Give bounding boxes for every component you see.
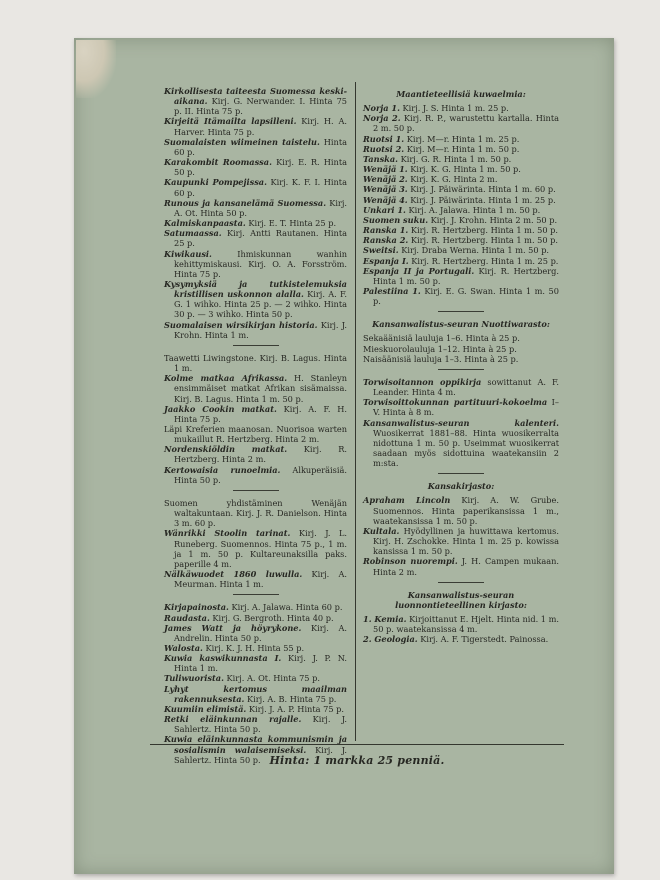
- catalogue-entry: [164, 228, 347, 248]
- catalogue-entry: [164, 353, 347, 373]
- entry-title: Ranska 2.: [363, 235, 409, 246]
- catalogue-entry: [164, 613, 347, 623]
- entry-title: Kirkollisesta taiteesta Suomessa keski-aikana.: [164, 86, 347, 107]
- catalogue-entry: [363, 344, 559, 354]
- entry-details: Ihmiskunnan wanhin kehittymiskausi. Kirj. O. A. Forsström. Hinta 75 p.: [174, 248, 347, 279]
- entry-details: Kirj. A. Ot. Hinta 75 p.: [223, 673, 320, 684]
- cover-price: Hinta: 1 markka 25 penniä.: [269, 754, 445, 767]
- catalogue-entry: [363, 154, 559, 164]
- entry-title: Kiwikausi.: [164, 248, 212, 259]
- entry-title: Retki eläinkunnan rajalle.: [164, 714, 302, 725]
- entry-details: Kirj. K. G. Hinta 2 m.: [407, 174, 498, 185]
- entry-title: Kuwia eläinkunnasta kommunismin ja sosialismin walaisemiseksi.: [164, 734, 347, 755]
- catalogue-entry: [164, 249, 347, 279]
- section-divider: [438, 311, 484, 312]
- catalogue-entry: [164, 137, 347, 157]
- entry-title: Wenäjä 3.: [363, 184, 408, 195]
- entry-title: Suomalaisen wirsikirjan historia.: [164, 319, 318, 330]
- entry-title: Kuwia kaswikunnasta I.: [164, 653, 282, 664]
- entry-details: Kirj. A. Meurman. Hinta 1 m.: [174, 569, 347, 590]
- catalogue-entry: [363, 333, 559, 343]
- catalogue-entry: [164, 528, 347, 569]
- entry-title: Kirjeitä Itämailta lapsilleni.: [164, 116, 297, 127]
- entry-title: Jaakko Cookin matkat.: [164, 403, 277, 414]
- entry-title: Kertowaisia runoelmia.: [164, 464, 281, 475]
- cover-wear-spot: [76, 40, 116, 98]
- entry-details: Hinta 60 p.: [174, 136, 347, 157]
- entry-title: Wänrikki Stoolin tarinat.: [164, 528, 291, 539]
- entry-title: Torwisoittokunnan partituuri-kokoelma: [363, 397, 548, 408]
- entry-details: Kirj. J. Sahlertz. Hinta 50 p.: [174, 744, 347, 765]
- entry-details: Kirj. K. G. Hinta 1 m. 50 p.: [407, 164, 521, 175]
- entry-details: Kirj. J. Päiwärinta. Hinta 1 m. 60 p.: [407, 184, 556, 195]
- entry-details: Kirj. J. Päiwärinta. Hinta 1 m. 25 p.: [407, 194, 556, 205]
- entry-title: Lyhyt kertomus maailman rakennuksesta.: [164, 683, 347, 704]
- catalogue-entry: [363, 215, 559, 225]
- entry-title: Nälkäwuodet 1860 luwulla.: [164, 569, 303, 580]
- entry-details: Kirj. M—r. Hinta 1 m. 25 p.: [404, 133, 520, 144]
- entry-details: Läpi Kreferien maanosan. Nuorisoa warten mukaillut R. Hertzberg. Hinta 2 m.: [164, 424, 347, 445]
- catalogue-entry: [363, 174, 559, 184]
- entry-details: Suomen yhdistäminen Wenäjän waltakuntaan. Kirj. J. R. Danielson. Hinta 3 m. 60 p.: [164, 497, 347, 529]
- entry-details: Mieskuorolauluja 1–12. Hinta à 25 p.: [363, 343, 517, 354]
- catalogue-entry: [164, 86, 347, 116]
- entry-title: Satumaassa.: [164, 228, 222, 239]
- entry-details: Kirj. R. Hertzberg. Hinta 1 m. 50 p.: [408, 225, 559, 236]
- entry-details: H. Stanleyn ensimmäiset matkat Afrikan sisämaissa. Kirj. B. Lagus. Hinta 1 m. 50 p.: [174, 373, 347, 404]
- section-divider: [438, 473, 484, 474]
- catalogue-entry: [164, 444, 347, 464]
- section-divider: [233, 345, 279, 346]
- entry-details: Kirj. J. S. Hinta 1 m. 25 p.: [399, 103, 509, 114]
- entry-details: Kirj. A. F. G. 1 wihko. Hinta 25 p. — 2 wihko. Hinta 30 p. — 3 wihko. Hinta 50 p.: [174, 289, 347, 320]
- entry-details: Kirj. J. Krohn. Hinta 2 m. 50 p.: [428, 214, 558, 225]
- entry-title: 1. Kemia.: [363, 614, 407, 625]
- entry-title: Walosta.: [164, 642, 203, 653]
- entry-title: Tuliwuorista.: [164, 673, 224, 684]
- catalogue-entry: [363, 556, 559, 576]
- catalogue-entry: [363, 354, 559, 364]
- catalogue-entry: [164, 198, 347, 218]
- entry-details: Kirj. A. Jalawa. Hinta 60 p.: [228, 602, 343, 613]
- catalogue-entry: [164, 653, 347, 673]
- entry-details: Kirj. R. Hertzberg. Hinta 1 m. 50 p.: [408, 235, 559, 246]
- catalogue-entry: [363, 235, 559, 245]
- entry-details: Kirj. G. R. Hinta 1 m. 50 p.: [398, 153, 512, 164]
- entry-title: Kalmiskanpaasta.: [164, 218, 246, 229]
- entry-details: Kirj. G. Nerwander. I. Hinta 75 p. II. Hinta 75 p.: [174, 96, 347, 117]
- entry-title: Nordenskiöldin matkat.: [164, 444, 288, 455]
- entry-details: Kirj. A. Ot. Hinta 50 p.: [174, 197, 347, 218]
- section-divider: [438, 582, 484, 583]
- entry-title: Kysymyksiä ja tutkistelemuksia kristillisen uskonnon alalla.: [164, 278, 347, 300]
- catalogue-entry: [164, 714, 347, 734]
- entry-details: Taawetti Liwingstone. Kirj. B. Lagus. Hinta 1 m.: [164, 352, 347, 374]
- catalogue-entry: [363, 397, 559, 417]
- entry-title: Kaupunki Pompejissa.: [164, 177, 267, 188]
- catalogue-entry: [363, 286, 559, 306]
- section-divider: [233, 490, 279, 491]
- entry-title: Sweitsi.: [363, 245, 399, 256]
- catalogue-entry: [363, 495, 559, 525]
- entry-title: Unkari 1.: [363, 204, 406, 215]
- entry-details: J. H. Campen mukaan. Hinta 2 m.: [373, 556, 559, 577]
- catalogue-entry: [164, 569, 347, 589]
- entry-details: Kirj. H. A. Harver. Hinta 75 p.: [174, 116, 347, 137]
- right-catalogue-column: [363, 86, 559, 645]
- entry-title: Apraham Lincoln: [363, 495, 451, 506]
- entry-title: Ranska 1.: [363, 225, 409, 236]
- entry-details: Kirj. R. Hertzberg. Hinta 1 m. 25 p.: [408, 255, 559, 266]
- catalogue-entry: [164, 684, 347, 704]
- entry-title: Espanja I.: [363, 255, 409, 266]
- entry-title: Torwisoitannon oppikirja: [363, 376, 482, 387]
- catalogue-entry: [363, 266, 559, 286]
- entry-details: Kirj. R. P., warustettu kartalla. Hinta 2 m. 50 p.: [373, 113, 559, 134]
- entry-details: Kirj. J. P. N. Hinta 1 m.: [174, 653, 347, 674]
- entry-details: Kirj. E. T. Hinta 25 p.: [245, 218, 337, 229]
- catalogue-entry: [164, 218, 347, 228]
- catalogue-entry: [164, 498, 347, 528]
- entry-title: Ruotsi 1.: [363, 133, 405, 144]
- entry-details: Kirj. A. Andrelin. Hinta 50 p.: [174, 622, 347, 643]
- entry-details: Hyödyllinen ja huwittawa kertomus. Kirj. H. Zschokke. Hinta 1 m. 25 p. kowissa kansissa 1 m. 50 p.: [373, 525, 559, 557]
- entry-title: Wenäjä 1.: [363, 164, 408, 175]
- entry-title: Ruotsi 2.: [363, 143, 405, 154]
- entry-details: Kirj. K. F. I. Hinta 60 p.: [174, 177, 347, 198]
- entry-details: Sekaäänisiä lauluja 1–6. Hinta à 25 p.: [363, 333, 520, 344]
- entry-details: Kirjoittanut E. Hjelt. Hinta nid. 1 m. 50 p. waatekansissa 4 m.: [373, 614, 559, 635]
- entry-title: Norja 2.: [363, 113, 401, 124]
- entry-title: Norja 1.: [363, 103, 400, 114]
- catalogue-entry: [164, 157, 347, 177]
- catalogue-entry: [363, 134, 559, 144]
- entry-details: Kirj. J. A. P. Hinta 75 p.: [246, 703, 344, 714]
- entry-details: Kirj. E. G. Swan. Hinta 1 m. 50 p.: [373, 285, 559, 307]
- left-catalogue-column: [164, 86, 347, 765]
- entry-details: Kirj. A. Jalawa. Hinta 1 m. 50 p.: [405, 204, 541, 215]
- section-heading: Maantieteellisiä kuwaelmia:: [396, 89, 526, 99]
- catalogue-entry: [363, 113, 559, 133]
- entry-details: Wuosikerrat 1881–88. Hinta wuosikerralta nidottuna 1 m. 50 p. Useimmat wuosikerrat saadaan myös sidottuina waatekansiin 2 m:sta.: [373, 427, 559, 469]
- catalogue-entry: [363, 103, 559, 113]
- section-divider: [438, 369, 484, 370]
- entry-details: Kirj. A. W. Grube. Suomennos. Hinta paperikansissa 1 m., waatekansissa 1 m. 50 p.: [373, 495, 560, 526]
- entry-title: Tanska.: [363, 153, 399, 164]
- entry-details: Kirj. Draba Werna. Hinta 1 m. 50 p.: [398, 245, 550, 256]
- catalogue-entry: [363, 164, 559, 174]
- catalogue-entry: [164, 602, 347, 612]
- catalogue-entry: [363, 184, 559, 194]
- catalogue-entry: [164, 279, 347, 320]
- entry-title: Kirjapainosta.: [164, 602, 229, 613]
- catalogue-entry: [164, 404, 347, 424]
- section-heading: Kansanwalistus-seuran Nuottiwarasto:: [372, 319, 550, 330]
- entry-title: Karakombit Roomassa.: [164, 157, 272, 168]
- catalogue-entry: [363, 256, 559, 266]
- entry-details: Kirj. A. B. Hinta 75 p.: [244, 693, 337, 704]
- entry-details: sowittanut A. F. Leander. Hinta 4 m.: [373, 376, 559, 398]
- catalogue-entry: [164, 623, 347, 643]
- entry-details: I–V. Hinta à 8 m.: [373, 397, 560, 418]
- entry-details: Kirj. A. F. H. Hinta 75 p.: [174, 403, 348, 424]
- catalogue-entry: [363, 245, 559, 255]
- entry-title: Robinson nuorempi.: [363, 556, 458, 567]
- entry-title: Wenäjä 4.: [363, 194, 408, 205]
- catalogue-entry: [164, 116, 347, 136]
- catalogue-entry: [363, 144, 559, 154]
- entry-details: Kirj. J. Krohn. Hinta 1 m.: [174, 319, 348, 340]
- entry-title: 2. Geologia.: [363, 634, 418, 645]
- catalogue-entry: [164, 424, 347, 444]
- catalogue-entry: [363, 634, 559, 644]
- entry-details: Kirj. J. Sahlertz. Hinta 50 p.: [174, 714, 347, 735]
- entry-details: Alkuperäisiä. Hinta 50 p.: [174, 464, 347, 485]
- entry-title: Espanja II ja Portugali.: [363, 265, 475, 276]
- catalogue-entry: [363, 225, 559, 235]
- entry-details: Kirj. G. Bergroth. Hinta 40 p.: [209, 612, 334, 623]
- catalogue-entry: [164, 465, 347, 485]
- catalogue-entry: [164, 320, 347, 340]
- catalogue-entry: [363, 195, 559, 205]
- catalogue-entry: [363, 526, 559, 556]
- catalogue-entry: [164, 643, 347, 653]
- entry-title: James Watt ja höyrykone.: [164, 622, 302, 633]
- column-divider: [355, 82, 356, 741]
- entry-details: Naisäänisiä lauluja 1–3. Hinta à 25 p.: [363, 353, 519, 364]
- entry-details: Kirj. Antti Rautanen. Hinta 25 p.: [174, 228, 347, 249]
- entry-details: Kirj. M—r. Hinta 1 m. 50 p.: [404, 143, 520, 154]
- entry-title: Kuumiin elimistä.: [164, 703, 247, 714]
- catalogue-entry: [164, 673, 347, 683]
- catalogue-entry: [164, 704, 347, 714]
- catalogue-entry: [363, 377, 559, 397]
- entry-details: Kirj. E. R. Hinta 50 p.: [174, 157, 347, 178]
- section-heading: Kansanwalistus-seuran luonnontieteellinen kirjasto:: [395, 589, 527, 610]
- catalogue-entry: [363, 418, 559, 469]
- catalogue-entry: [363, 205, 559, 215]
- entry-title: Kultala.: [363, 525, 400, 536]
- entry-title: Wenäjä 2.: [363, 174, 408, 185]
- entry-details: Kirj. J. L. Runeberg. Suomennos. Hinta 75 p., 1 m. ja 1 m. 50 p. Kultareunaksilla paks. paperille 4 m.: [174, 528, 348, 569]
- catalogue-entry: [164, 177, 347, 197]
- section-divider: [233, 594, 279, 595]
- entry-details: Kirj. R. Hertzberg. Hinta 2 m.: [174, 444, 348, 465]
- catalogue-entry: [164, 373, 347, 403]
- footer-rule: [150, 744, 564, 745]
- entry-title: Runous ja kansanelämä Suomessa.: [164, 197, 327, 208]
- section-heading: Kansakirjasto:: [427, 481, 495, 492]
- entry-title: Raudasta.: [164, 612, 210, 623]
- entry-title: Palestiina 1.: [363, 285, 421, 296]
- entry-details: Kirj. R. Hertzberg. Hinta 1 m. 50 p.: [373, 265, 559, 286]
- entry-title: Suomen suku.: [363, 214, 429, 225]
- entry-details: Kirj. A. F. Tigerstedt. Painossa.: [417, 634, 549, 645]
- entry-title: Suomalaisten wiimeinen taistelu.: [164, 136, 320, 147]
- entry-title: Kolme matkaa Afrikassa.: [164, 373, 288, 384]
- entry-details: Kirj. K. J. H. Hinta 55 p.: [202, 642, 305, 653]
- entry-title: Kansanwalistus-seuran kalenteri.: [363, 417, 559, 428]
- catalogue-entry: [363, 614, 559, 634]
